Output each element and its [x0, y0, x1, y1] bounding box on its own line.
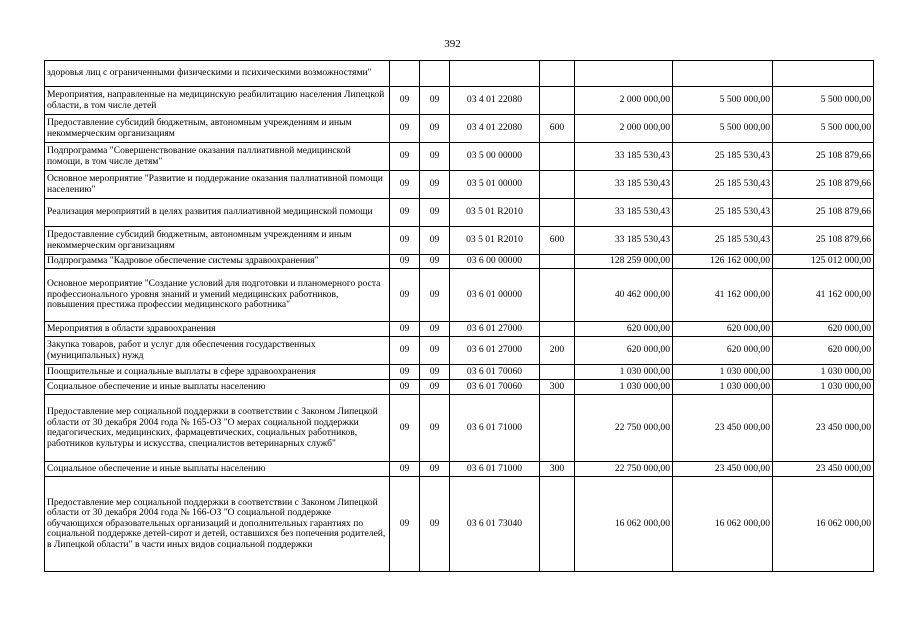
- expense-type-cell: [540, 477, 575, 572]
- amount-year1-cell: 16 062 000,00: [575, 477, 673, 572]
- expense-type-cell: [540, 269, 575, 322]
- subsection-code-cell: [420, 61, 450, 87]
- section-code-cell: 09: [390, 269, 420, 322]
- table-row: [45, 255, 874, 269]
- target-article-cell: 03 6 00 00000: [450, 255, 540, 269]
- amount-year1-cell: 620 000,00: [575, 337, 673, 365]
- section-code-cell: 09: [390, 477, 420, 572]
- section-code-cell: 09: [390, 365, 420, 380]
- target-article-cell: 03 4 01 22080: [450, 115, 540, 143]
- amount-year3-cell: 25 108 879,66: [773, 199, 874, 227]
- item-name-cell: Мероприятия в области здравоохранения: [45, 322, 390, 337]
- expense-type-cell: 600: [540, 227, 575, 255]
- amount-year3-cell: [773, 61, 874, 87]
- subsection-code-cell: 09: [420, 380, 450, 395]
- subsection-code-cell: 09: [420, 171, 450, 199]
- target-article-cell: 03 5 01 00000: [450, 171, 540, 199]
- amount-year1-cell: 33 185 530,43: [575, 227, 673, 255]
- table-row: [45, 227, 874, 255]
- table-row: [45, 462, 874, 477]
- amount-year1-cell: 1 030 000,00: [575, 365, 673, 380]
- subsection-code-cell: 09: [420, 143, 450, 171]
- section-code-cell: 09: [390, 143, 420, 171]
- amount-year3-cell: 25 108 879,66: [773, 171, 874, 199]
- target-article-cell: 03 5 01 R2010: [450, 199, 540, 227]
- subsection-code-cell: 09: [420, 87, 450, 115]
- item-name-cell: Мероприятия, направленные на медицинскую реабилитацию населения Липецкой области, в том числе детей: [45, 87, 390, 115]
- table-row: [45, 269, 874, 322]
- target-article-cell: 03 6 01 27000: [450, 337, 540, 365]
- amount-year3-cell: 41 162 000,00: [773, 269, 874, 322]
- target-article-cell: 03 6 01 27000: [450, 322, 540, 337]
- amount-year2-cell: 25 185 530,43: [673, 199, 773, 227]
- amount-year2-cell: 126 162 000,00: [673, 255, 773, 269]
- amount-year1-cell: 33 185 530,43: [575, 171, 673, 199]
- amount-year2-cell: 25 185 530,43: [673, 171, 773, 199]
- subsection-code-cell: 09: [420, 395, 450, 462]
- amount-year2-cell: 25 185 530,43: [673, 227, 773, 255]
- amount-year2-cell: 23 450 000,00: [673, 462, 773, 477]
- item-name-cell: Поощрительные и социальные выплаты в сфере здравоохранения: [45, 365, 390, 380]
- amount-year3-cell: 25 108 879,66: [773, 143, 874, 171]
- section-code-cell: 09: [390, 462, 420, 477]
- table-row: [45, 115, 874, 143]
- item-name-cell: Предоставление субсидий бюджетным, автономным учреждениям и иным некоммерческим организациям: [45, 227, 390, 255]
- table-row: [45, 87, 874, 115]
- section-code-cell: 09: [390, 395, 420, 462]
- amount-year3-cell: 1 030 000,00: [773, 365, 874, 380]
- amount-year1-cell: 128 259 000,00: [575, 255, 673, 269]
- section-code-cell: 09: [390, 115, 420, 143]
- table-row: [45, 380, 874, 395]
- amount-year2-cell: 620 000,00: [673, 337, 773, 365]
- item-name-cell: Закупка товаров, работ и услуг для обеспечения государственных (муниципальных) нужд: [45, 337, 390, 365]
- item-name-cell: здоровья лиц с ограниченными физическими и психическими возможностями": [45, 61, 390, 87]
- item-name-cell: Основное мероприятие "Создание условий для подготовки и планомерного роста профессионального уровня знаний и умений медицинских работников, повышения престижа профессии медицинского работника": [45, 269, 390, 322]
- expense-type-cell: [540, 395, 575, 462]
- subsection-code-cell: 09: [420, 337, 450, 365]
- table-row: [45, 337, 874, 365]
- amount-year3-cell: 125 012 000,00: [773, 255, 874, 269]
- amount-year1-cell: 40 462 000,00: [575, 269, 673, 322]
- table-row: [45, 365, 874, 380]
- subsection-code-cell: 09: [420, 227, 450, 255]
- amount-year1-cell: 2 000 000,00: [575, 87, 673, 115]
- section-code-cell: 09: [390, 227, 420, 255]
- table-row: [45, 143, 874, 171]
- item-name-cell: Основное мероприятие "Развитие и поддержание оказания паллиативной помощи населению": [45, 171, 390, 199]
- expense-type-cell: [540, 365, 575, 380]
- subsection-code-cell: 09: [420, 199, 450, 227]
- expense-type-cell: 200: [540, 337, 575, 365]
- amount-year3-cell: 16 062 000,00: [773, 477, 874, 572]
- section-code-cell: 09: [390, 322, 420, 337]
- expense-type-cell: [540, 171, 575, 199]
- target-article-cell: 03 6 01 70060: [450, 380, 540, 395]
- amount-year1-cell: 620 000,00: [575, 322, 673, 337]
- amount-year1-cell: 1 030 000,00: [575, 380, 673, 395]
- amount-year2-cell: 5 500 000,00: [673, 87, 773, 115]
- item-name-cell: Подпрограмма "Совершенствование оказания паллиативной медицинской помощи, в том числе детям": [45, 143, 390, 171]
- amount-year2-cell: 1 030 000,00: [673, 380, 773, 395]
- table-row: [45, 61, 874, 87]
- section-code-cell: 09: [390, 380, 420, 395]
- expense-type-cell: [540, 143, 575, 171]
- amount-year2-cell: 16 062 000,00: [673, 477, 773, 572]
- subsection-code-cell: 09: [420, 115, 450, 143]
- expense-type-cell: [540, 87, 575, 115]
- expense-type-cell: [540, 61, 575, 87]
- budget-table: [44, 60, 874, 572]
- section-code-cell: 09: [390, 255, 420, 269]
- item-name-cell: Предоставление субсидий бюджетным, автономным учреждениям и иным некоммерческим организациям: [45, 115, 390, 143]
- amount-year1-cell: 22 750 000,00: [575, 462, 673, 477]
- item-name-cell: Предоставление мер социальной поддержки в соответствии с Законом Липецкой области от 30 декабря 2004 года № 166-ОЗ "О социальной поддержке обучающихся образовательных организаций и дополнительных гарантиях по социальной поддержке детей-сирот и детей, оставшихся без попечения родителей, в Липецкой области" в части иных видов социальной поддержки: [45, 477, 390, 572]
- expense-type-cell: 300: [540, 380, 575, 395]
- section-code-cell: 09: [390, 171, 420, 199]
- amount-year3-cell: 1 030 000,00: [773, 380, 874, 395]
- table-row: [45, 199, 874, 227]
- item-name-cell: Реализация мероприятий в целях развития паллиативной медицинской помощи: [45, 199, 390, 227]
- amount-year2-cell: 5 500 000,00: [673, 115, 773, 143]
- amount-year2-cell: [673, 61, 773, 87]
- table-row: [45, 395, 874, 462]
- amount-year3-cell: 5 500 000,00: [773, 87, 874, 115]
- subsection-code-cell: 09: [420, 365, 450, 380]
- page-number: 392: [444, 38, 461, 50]
- target-article-cell: 03 5 00 00000: [450, 143, 540, 171]
- amount-year1-cell: 22 750 000,00: [575, 395, 673, 462]
- target-article-cell: 03 6 01 00000: [450, 269, 540, 322]
- amount-year1-cell: 33 185 530,43: [575, 143, 673, 171]
- target-article-cell: 03 6 01 73040: [450, 477, 540, 572]
- table-body: [45, 61, 874, 572]
- amount-year3-cell: 620 000,00: [773, 322, 874, 337]
- target-article-cell: 03 5 01 R2010: [450, 227, 540, 255]
- expense-type-cell: [540, 199, 575, 227]
- amount-year2-cell: 25 185 530,43: [673, 143, 773, 171]
- expense-type-cell: 300: [540, 462, 575, 477]
- item-name-cell: Подпрограмма "Кадровое обеспечение системы здравоохранения": [45, 255, 390, 269]
- amount-year3-cell: 5 500 000,00: [773, 115, 874, 143]
- item-name-cell: Предоставление мер социальной поддержки в соответствии с Законом Липецкой области от 30 декабря 2004 года № 165-ОЗ "О мерах социальной поддержки педагогических, медицинских, фармацевтических, социальных работников, работников культуры и искусства, специалистов ветеринарных служб": [45, 395, 390, 462]
- amount-year2-cell: 41 162 000,00: [673, 269, 773, 322]
- target-article-cell: 03 6 01 71000: [450, 395, 540, 462]
- expense-type-cell: 600: [540, 115, 575, 143]
- section-code-cell: 09: [390, 199, 420, 227]
- amount-year2-cell: 620 000,00: [673, 322, 773, 337]
- amount-year3-cell: 23 450 000,00: [773, 462, 874, 477]
- section-code-cell: 09: [390, 87, 420, 115]
- amount-year1-cell: 2 000 000,00: [575, 115, 673, 143]
- subsection-code-cell: 09: [420, 269, 450, 322]
- target-article-cell: [450, 61, 540, 87]
- amount-year2-cell: 1 030 000,00: [673, 365, 773, 380]
- subsection-code-cell: 09: [420, 255, 450, 269]
- amount-year3-cell: 25 108 879,66: [773, 227, 874, 255]
- amount-year2-cell: 23 450 000,00: [673, 395, 773, 462]
- amount-year3-cell: 23 450 000,00: [773, 395, 874, 462]
- table-row: [45, 322, 874, 337]
- amount-year1-cell: [575, 61, 673, 87]
- item-name-cell: Социальное обеспечение и иные выплаты населению: [45, 380, 390, 395]
- table-row: [45, 171, 874, 199]
- expense-type-cell: [540, 255, 575, 269]
- subsection-code-cell: 09: [420, 462, 450, 477]
- expense-type-cell: [540, 322, 575, 337]
- target-article-cell: 03 6 01 71000: [450, 462, 540, 477]
- subsection-code-cell: 09: [420, 477, 450, 572]
- amount-year1-cell: 33 185 530,43: [575, 199, 673, 227]
- target-article-cell: 03 4 01 22080: [450, 87, 540, 115]
- section-code-cell: [390, 61, 420, 87]
- subsection-code-cell: 09: [420, 322, 450, 337]
- section-code-cell: 09: [390, 337, 420, 365]
- target-article-cell: 03 6 01 70060: [450, 365, 540, 380]
- table-row: [45, 477, 874, 572]
- amount-year3-cell: 620 000,00: [773, 337, 874, 365]
- item-name-cell: Социальное обеспечение и иные выплаты населению: [45, 462, 390, 477]
